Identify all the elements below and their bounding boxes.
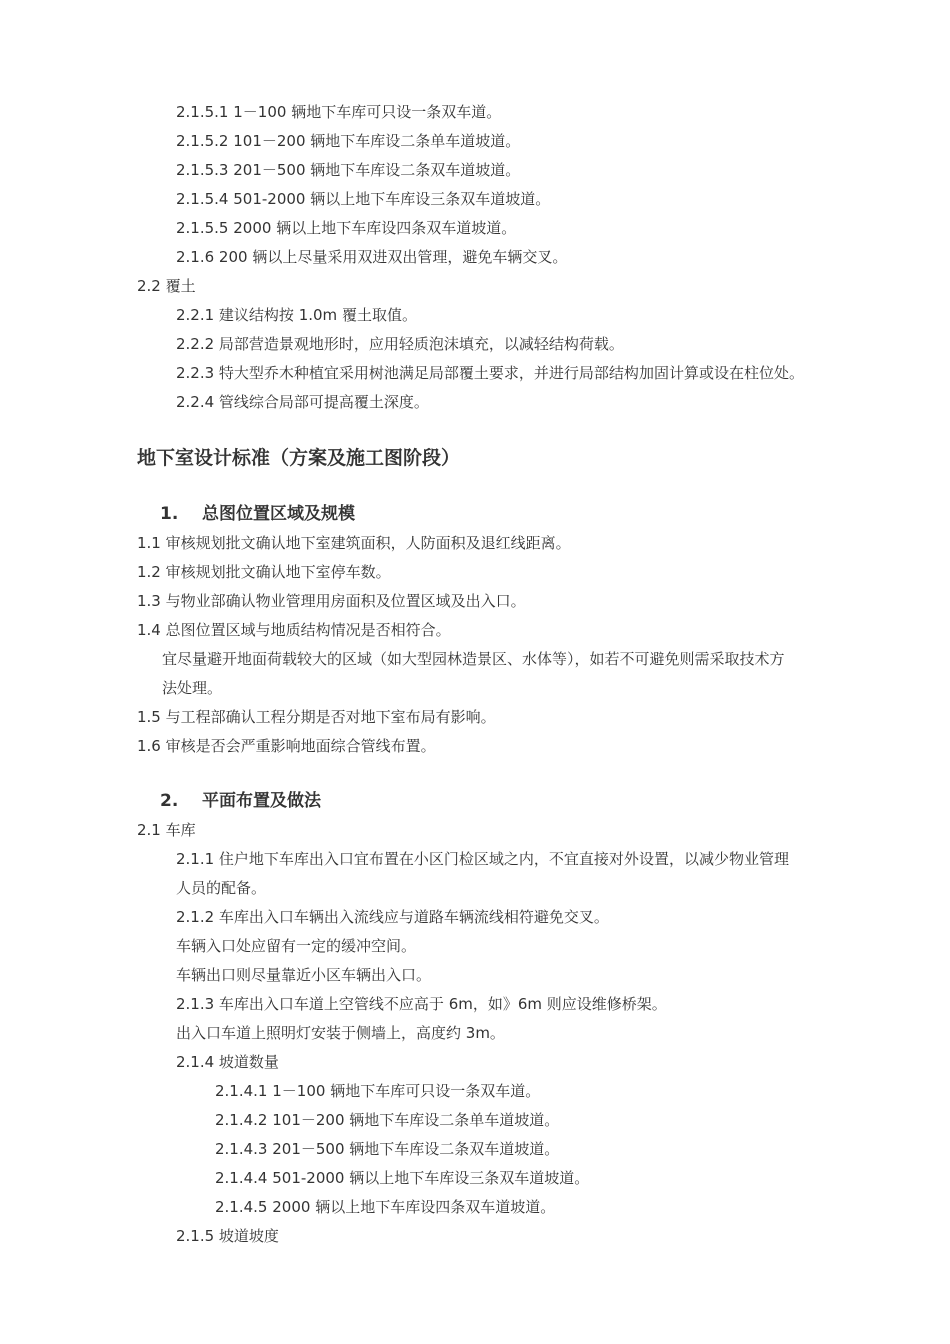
clause-line: 2.1.4.4 501-2000 辆以上地下车库设三条双车道坡道。 (215, 1169, 590, 1187)
clause-line: 1.2 审核规划批文确认地下室停车数。 (137, 563, 391, 581)
clause-line: 2.1.1 住户地下车库出入口宜布置在小区门检区域之内，不宜直接对外设置，以减少物业管理 (176, 850, 789, 868)
clause-line: 2.1.4.5 2000 辆以上地下车库设四条双车道坡道。 (215, 1198, 556, 1216)
clause-line: 2.1.4.2 101－200 辆地下车库设二条单车道坡道。 (215, 1111, 560, 1129)
clause-line: 宜尽量避开地面荷载较大的区域（如大型园林造景区、水体等），如若不可避免则需采取技术方 (162, 650, 785, 668)
clause-line: 2.2.1 建议结构按 1.0m 覆土取值。 (176, 306, 417, 324)
clause-line: 1.1 审核规划批文确认地下室建筑面积，人防面积及退红线距离。 (137, 534, 571, 552)
section-1-title: 总图位置区域及规模 (202, 504, 355, 524)
clause-line: 2.1 车库 (137, 821, 196, 839)
clause-line: 2.1.2 车库出入口车辆出入流线应与道路车辆流线相符避免交叉。 (176, 908, 609, 926)
clause-line: 车辆入口处应留有一定的缓冲空间。 (176, 937, 417, 955)
clause-line: 2.2.4 管线综合局部可提高覆土深度。 (176, 393, 429, 411)
clause-line: 2.1.5 坡道坡度 (176, 1227, 279, 1245)
section-2-title: 平面布置及做法 (202, 791, 321, 811)
clause-line: 2.1.4 坡道数量 (176, 1053, 279, 1071)
clause-line: 2.1.4.3 201－500 辆地下车库设二条双车道坡道。 (215, 1140, 560, 1158)
clause-line: 2.1.5.2 101－200 辆地下车库设二条单车道坡道。 (176, 132, 521, 150)
clause-line: 2.1.5.4 501-2000 辆以上地下车库设三条双车道坡道。 (176, 190, 551, 208)
clause-line: 人员的配备。 (176, 879, 267, 897)
clause-line: 2.1.3 车库出入口车道上空管线不应高于 6m，如》6m 则应设维修桥架。 (176, 995, 667, 1013)
section-1-number: 1. (160, 504, 179, 524)
clause-line: 2.1.6 200 辆以上尽量采用双进双出管理，避免车辆交叉。 (176, 248, 568, 266)
clause-line: 2.1.5.5 2000 辆以上地下车库设四条双车道坡道。 (176, 219, 517, 237)
section-1-heading (160, 502, 355, 526)
clause-line: 1.3 与物业部确认物业管理用房面积及位置区域及出入口。 (137, 592, 526, 610)
section-2-number: 2. (160, 791, 179, 811)
clause-line: 法处理。 (162, 679, 223, 697)
clause-line: 2.1.4.1 1－100 辆地下车库可只设一条双车道。 (215, 1082, 541, 1100)
clause-line: 2.2 覆土 (137, 277, 196, 295)
clause-line: 2.1.5.3 201－500 辆地下车库设二条双车道坡道。 (176, 161, 521, 179)
clause-line: 1.4 总图位置区域与地质结构情况是否相符合。 (137, 621, 451, 639)
clause-line: 出入口车道上照明灯安装于侧墙上，高度约 3m。 (176, 1024, 505, 1042)
main-title: 地下室设计标准（方案及施工图阶段） (137, 447, 461, 469)
clause-line: 2.2.2 局部营造景观地形时，应用轻质泡沫填充，以减轻结构荷载。 (176, 335, 624, 353)
clause-line: 1.6 审核是否会严重影响地面综合管线布置。 (137, 737, 436, 755)
section-2-heading (160, 789, 321, 813)
clause-line: 1.5 与工程部确认工程分期是否对地下室布局有影响。 (137, 708, 496, 726)
clause-line: 2.1.5.1 1－100 辆地下车库可只设一条双车道。 (176, 103, 502, 121)
clause-line: 车辆出口则尽量靠近小区车辆出入口。 (176, 966, 432, 984)
clause-line: 2.2.3 特大型乔木种植宜采用树池满足局部覆土要求，并进行局部结构加固计算或设在柱位处。 (176, 364, 804, 382)
